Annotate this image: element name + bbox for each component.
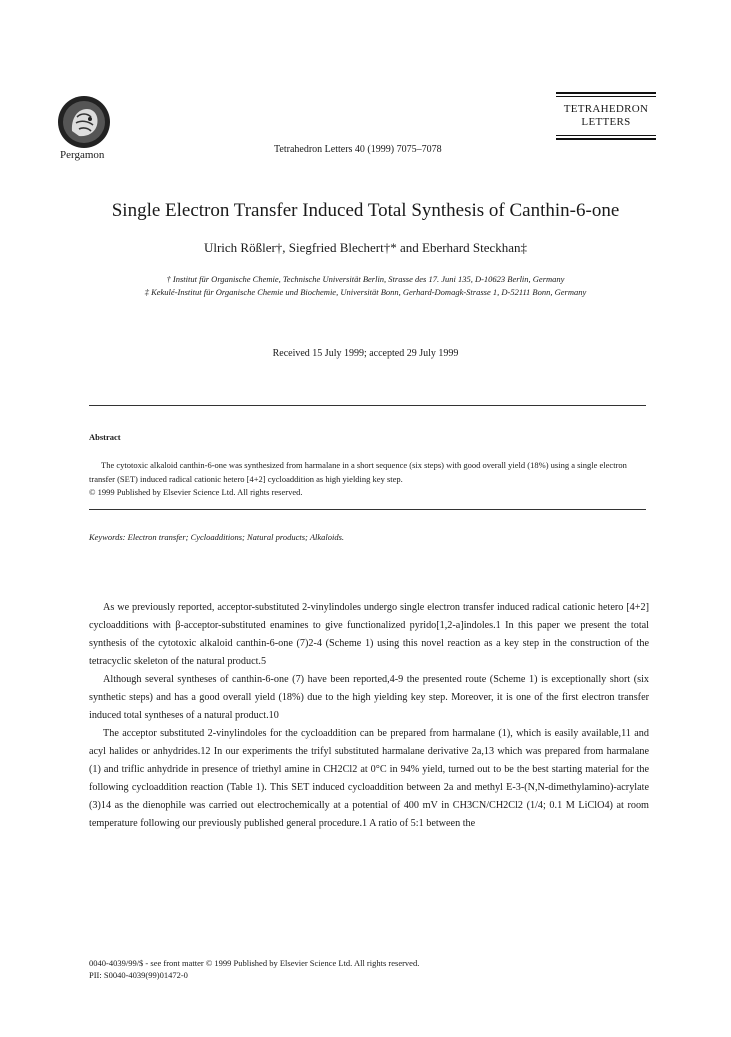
affiliation-2: ‡ Kekulé-Institut für Organische Chemie und Biochemie, Universität Bonn, Gerhard-Domagk-Strasse 1, D-52111 Bonn, Germany	[144, 287, 587, 297]
masthead-rule	[556, 92, 656, 94]
body-paragraph-2: Although several syntheses of canthin-6-one (7) have been reported,4-9 the presented route (Scheme 1) is exceptionally short (six synthetic steps) and has a good overall yield (18%) due to the high yielding key step. Moreover, it is one of the first electron transfer induced total syntheses of a natural product.10	[89, 674, 649, 721]
masthead-rule	[556, 96, 656, 97]
abstract-copyright: © 1999 Published by Elsevier Science Ltd. All rights reserved.	[89, 487, 303, 497]
section-divider	[89, 405, 646, 406]
publisher-name: Pergamon	[60, 149, 105, 161]
masthead-rule	[556, 135, 656, 136]
paper-title: Single Electron Transfer Induced Total Synthesis of Canthin-6-one	[111, 200, 620, 221]
body-paragraph-1: As we previously reported, acceptor-substituted 2-vinylindoles undergo single electron transfer induced radical cationic hetero [4+2] cycloadditions with β-acceptor-substituted enamines to give functionalized pyrido[1,2-a]indoles.1 In this paper we present the total synthesis of the cytotoxic alkaloid canthin-6-one (7)2-4 (Scheme 1) using this novel reaction as a key step in the construction of the tetracyclic skeleton of the natural product.5	[89, 602, 649, 667]
journal-reference: Tetrahedron Letters 40 (1999) 7075–7078	[274, 144, 442, 155]
received-dates: Received 15 July 1999; accepted 29 July 1999	[272, 348, 459, 359]
masthead-line-1: TETRAHEDRON	[563, 103, 649, 115]
section-divider	[89, 509, 646, 510]
journal-masthead	[556, 92, 656, 142]
footer-copyright: 0040-4039/99/$ - see front matter © 1999 Published by Elsevier Science Ltd. All rights reserved.	[89, 958, 420, 968]
masthead-rule	[556, 138, 656, 140]
abstract-text: The cytotoxic alkaloid canthin-6-one was synthesized from harmalane in a short sequence (six steps) with good overall yield (18%) using a single electron transfer (SET) induced radical cationic hetero [4+2] cycloaddition as high yielding key step.	[89, 460, 627, 484]
abstract-body	[89, 459, 649, 500]
footer-notice	[89, 957, 419, 981]
pergamon-logo-icon	[57, 95, 111, 149]
body-paragraph-3: The acceptor substituted 2-vinylindoles for the cycloaddition can be prepared from harmalane (1), which is easily available,11 and acyl halides or anhydrides.12 In our experiments the trifyl substituted harmalane derivative 2a,13 which was prepared from harmalane (1) and triflic anhydride in presence of triethyl amine in CH2Cl2 at 0°C in 94% yield, turned out to be the best starting material for the following cycloaddition reaction (Table 1). This SET induced cycloaddition between 2a and methyl E-3-(N,N-dimethylamino)-acrylate (3)14 as the dienophile was carried out electrochemically at a potential of 400 mV in CH3CN/CH2Cl2 (1/4; 0.1 M LiClO4) at room temperature following our previously published general procedure.1 A ratio of 5:1 between the	[89, 728, 649, 829]
masthead-line-2: LETTERS	[581, 116, 631, 128]
abstract-heading: Abstract	[89, 432, 121, 442]
main-text	[89, 599, 649, 833]
keywords-line: Keywords: Electron transfer; Cycloadditions; Natural products; Alkaloids.	[89, 532, 345, 542]
footer-pii: PII: S0040-4039(99)01472-0	[89, 970, 188, 980]
masthead-text	[556, 103, 656, 129]
affiliation-1: † Institut für Organische Chemie, Technische Universität Berlin, Strasse des 17. Juni 135, D-10623 Berlin, Germany	[166, 274, 565, 284]
author-list: Ulrich Rößler†, Siegfried Blechert†* and Eberhard Steckhan‡	[203, 240, 528, 255]
